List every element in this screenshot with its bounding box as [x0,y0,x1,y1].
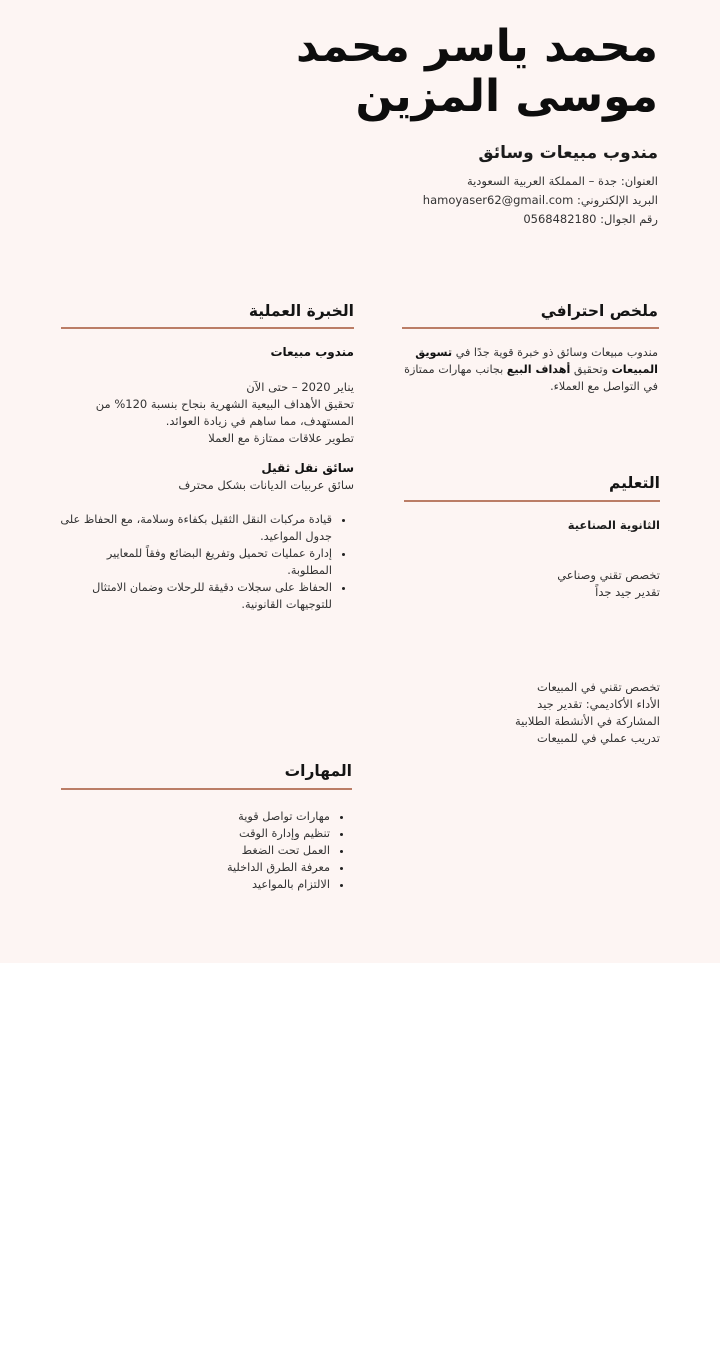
job-2-description: سائق عربيات الديانات بشكل محترف [178,478,354,492]
job-1-line: تحقيق الأهداف البيعية الشهرية بنجاح بنسبة 120% من المستهدف، مما ساهم في زيادة العوائد. [95,397,354,428]
education-group-1 [400,567,660,601]
experience-divider [61,327,354,329]
skills-heading: المهارات [284,762,352,780]
job-title: مندوب مبيعات وسائق [478,143,658,163]
skills-divider [61,788,352,790]
summary-bold-1: تسويق المبيعات [415,346,658,376]
summary-text [400,344,658,395]
education-line: تقدير جيد جداً [595,585,660,599]
email-text: البريد الإلكتروني: hamoyaser62@gmail.com [422,193,658,207]
education-group-2 [400,679,660,747]
education-line: تخصص تقني وصناعي [557,568,660,582]
job-2-bullet: • قيادة مركبات النقل الثقيل بكفاءة وسلامة، مع الحفاظ على جدول المواعيد. [60,511,332,545]
experience-heading: الخبرة العملية [248,302,354,320]
address-text: العنوان: جدة – المملكة العربية السعودية [466,174,658,188]
education-line: تخصص تقني في المبيعات [537,680,660,694]
job-2-bullet: • الحفاظ على سجلات دقيقة للرحلات وضمان الامتثال للتوجيهات القانونية. [60,579,332,613]
education-line: المشاركة في الأنشطة الطلابية [515,714,660,728]
job-2-bullet: • إدارة عمليات تحميل وتفريغ البضائع وفقاً للمعايير المطلوبة. [60,545,332,579]
skill-item: • معرفة الطرق الداخلية [62,859,330,876]
job-2-bullets [60,511,354,613]
summary-bold-2: أهداف البيع [506,363,571,376]
summary-divider [402,327,659,329]
education-school: الثانوية الصناعية [567,518,660,532]
full-name [18,22,658,122]
skill-item: • مهارات تواصل قوية [62,808,330,825]
summary-part-1: مندوب مبيعات وسائق ذو خبرة قوية جدًا في [452,346,658,359]
contact-info [258,172,658,229]
experience-job-2 [62,459,354,494]
name-line-2: موسى المزين [355,71,658,122]
job-2-role: سائق نقل ثقيل [261,461,354,475]
education-line: الأداء الأكاديمي: تقدير جيد [537,697,660,711]
skill-item: • العمل تحت الضغط [62,842,330,859]
job-1-line: تطوير علاقات ممتازة مع العملا [208,431,354,445]
education-line: تدريب عملي في للمبيعات [536,731,660,745]
summary-heading: ملخص احترافي [540,302,658,320]
skills-list [62,808,352,893]
name-line-1: محمد ياسر محمد [295,21,658,72]
skill-item: • الالتزام بالمواعيد [62,876,330,893]
phone-text: رقم الجوال: 0568482180 [523,212,658,226]
experience-job-1 [62,343,354,447]
skill-item: • تنظيم وإدارة الوقت [62,825,330,842]
summary-part-2: وتحقيق [570,363,612,376]
education-heading: التعليم [608,474,660,492]
job-1-role: مندوب مبيعات [270,345,354,359]
job-1-line: يناير 2020 – حتى الآن [246,380,354,394]
summary-part-3: بجانب مهارات ممتازة في التواصل مع العملاء. [404,363,658,393]
education-divider [404,500,660,502]
